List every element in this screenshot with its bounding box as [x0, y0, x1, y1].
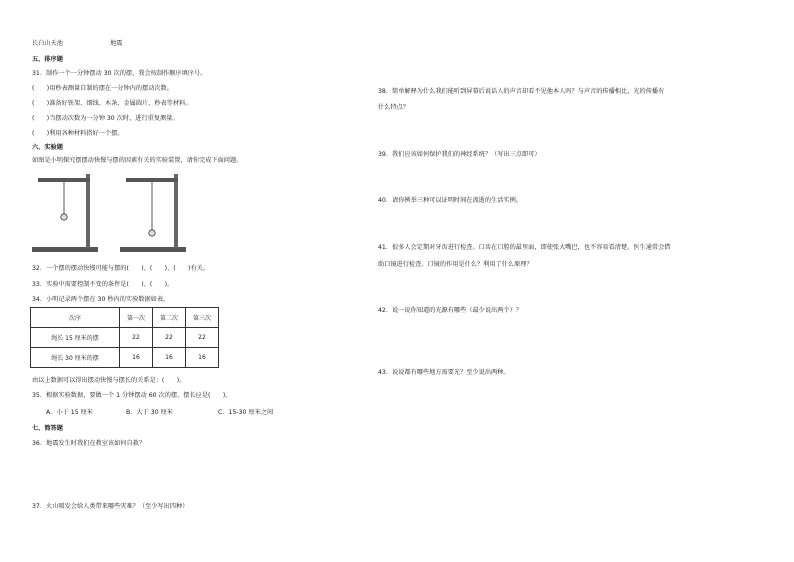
- q31-item: ( )用秒表测量自制的摆在一分钟内的摆动次数。: [32, 85, 173, 92]
- q31-item: ( )当摆动次数为一分钟 30 次时，进行重复测量。: [32, 115, 179, 122]
- question-39: 39．我们应该如何保护我们的神经系统？（写出三点即可）: [378, 151, 541, 158]
- q31-item: ( )准备好铁架、细线、木条、金属圆片、秒表等材料。: [32, 100, 192, 107]
- question-33: 33．实验中需要控制不变的条件是( )、( )。: [32, 281, 174, 288]
- question-38-line-2: 什么特点？: [378, 104, 409, 111]
- table-row: [31, 348, 219, 368]
- question-43: 43．说说都有哪些地方需要光？至少说出两种。: [378, 369, 510, 376]
- table-cell: 绳长 15 厘米的摆: [31, 328, 120, 348]
- q31-item: ( )利用各种材料搭好一个摆。: [32, 130, 124, 137]
- question-34: 34．小明记录两个摆在 30 秒内的实验数据如表。: [32, 296, 170, 303]
- table-cell: 16: [153, 348, 186, 368]
- table-row: [31, 328, 219, 348]
- table-cell: 16: [120, 348, 153, 368]
- question-40: 40．请你例举三种可以证明时间在流逝的生活实例。: [378, 197, 522, 204]
- section-5-title: 五、排序题: [32, 56, 63, 63]
- table-header-cell: 第一次: [120, 308, 153, 328]
- question-35: 35．根据实验数据，要做一个 1 分钟摆动 60 次的摆，摆长应是( )。: [32, 392, 232, 399]
- table-header-cell: 第二次: [153, 308, 186, 328]
- table-cell: 16: [186, 348, 219, 368]
- experiment-data-table: [30, 307, 219, 368]
- pendulum-figure-long: [118, 170, 193, 255]
- question-42: 42．说一说你知道的光源有哪些（最少说出两个）？: [378, 307, 522, 314]
- question-31: 31．制作一个一分钟摆动 30 次的摆，我会按制作顺序填序号。: [32, 70, 207, 77]
- question-32: 32．一个摆的摆动快慢可能与摆的( )、( )、( )有关。: [32, 265, 210, 272]
- section-7-title: 七、简答题: [32, 425, 63, 432]
- table-analysis: 由以上数据可以得出摆动快慢与摆长的关系是：( )。: [32, 377, 186, 384]
- experiment-intro: 如图是小明探究摆摆动快慢与摆的因素有关的实验装置，请你完成下面问题。: [32, 157, 243, 164]
- question-36: 36．地震发生时我们在教室该如何自救？: [32, 440, 146, 447]
- table-header-row: [31, 308, 219, 328]
- q35-option-c: C．15-30 厘米之间: [218, 409, 274, 416]
- table-header-cell: 第三次: [186, 308, 219, 328]
- question-38-line-1: 38．简单解释为什么我们能听到屏幕后说话人的声音却看不见他本人吗？与声音的传播相比，光的传播有: [378, 88, 665, 95]
- pendulum-figure-short: [30, 170, 105, 255]
- table-cell: 绳长 30 厘米的摆: [31, 348, 120, 368]
- header-answer-a: 长白山天池: [32, 40, 63, 47]
- section-6-title: 六、实验题: [32, 144, 63, 151]
- question-41-line-1: 41．很多人会定期对牙齿进行检查。口齿在口腔的最里面，即使张大嘴巴，也不容易看清楚。医生通常会借: [378, 244, 671, 251]
- q35-option-a: A．小于 15 厘米: [46, 409, 93, 416]
- table-cell: 22: [120, 328, 153, 348]
- question-41-line-2: 助口镜进行检查。口镜的作用是什么？利用了什么原理？: [378, 261, 533, 268]
- q35-option-b: B．大于 30 厘米: [126, 409, 173, 416]
- question-37: 37．火山喷发会给人类带来哪些灾难？（至少写出四种）: [32, 503, 189, 510]
- table-cell: 22: [153, 328, 186, 348]
- table-cell: 22: [186, 328, 219, 348]
- table-header-cell: 次序: [31, 308, 120, 328]
- header-answer-b: 地震: [110, 40, 123, 47]
